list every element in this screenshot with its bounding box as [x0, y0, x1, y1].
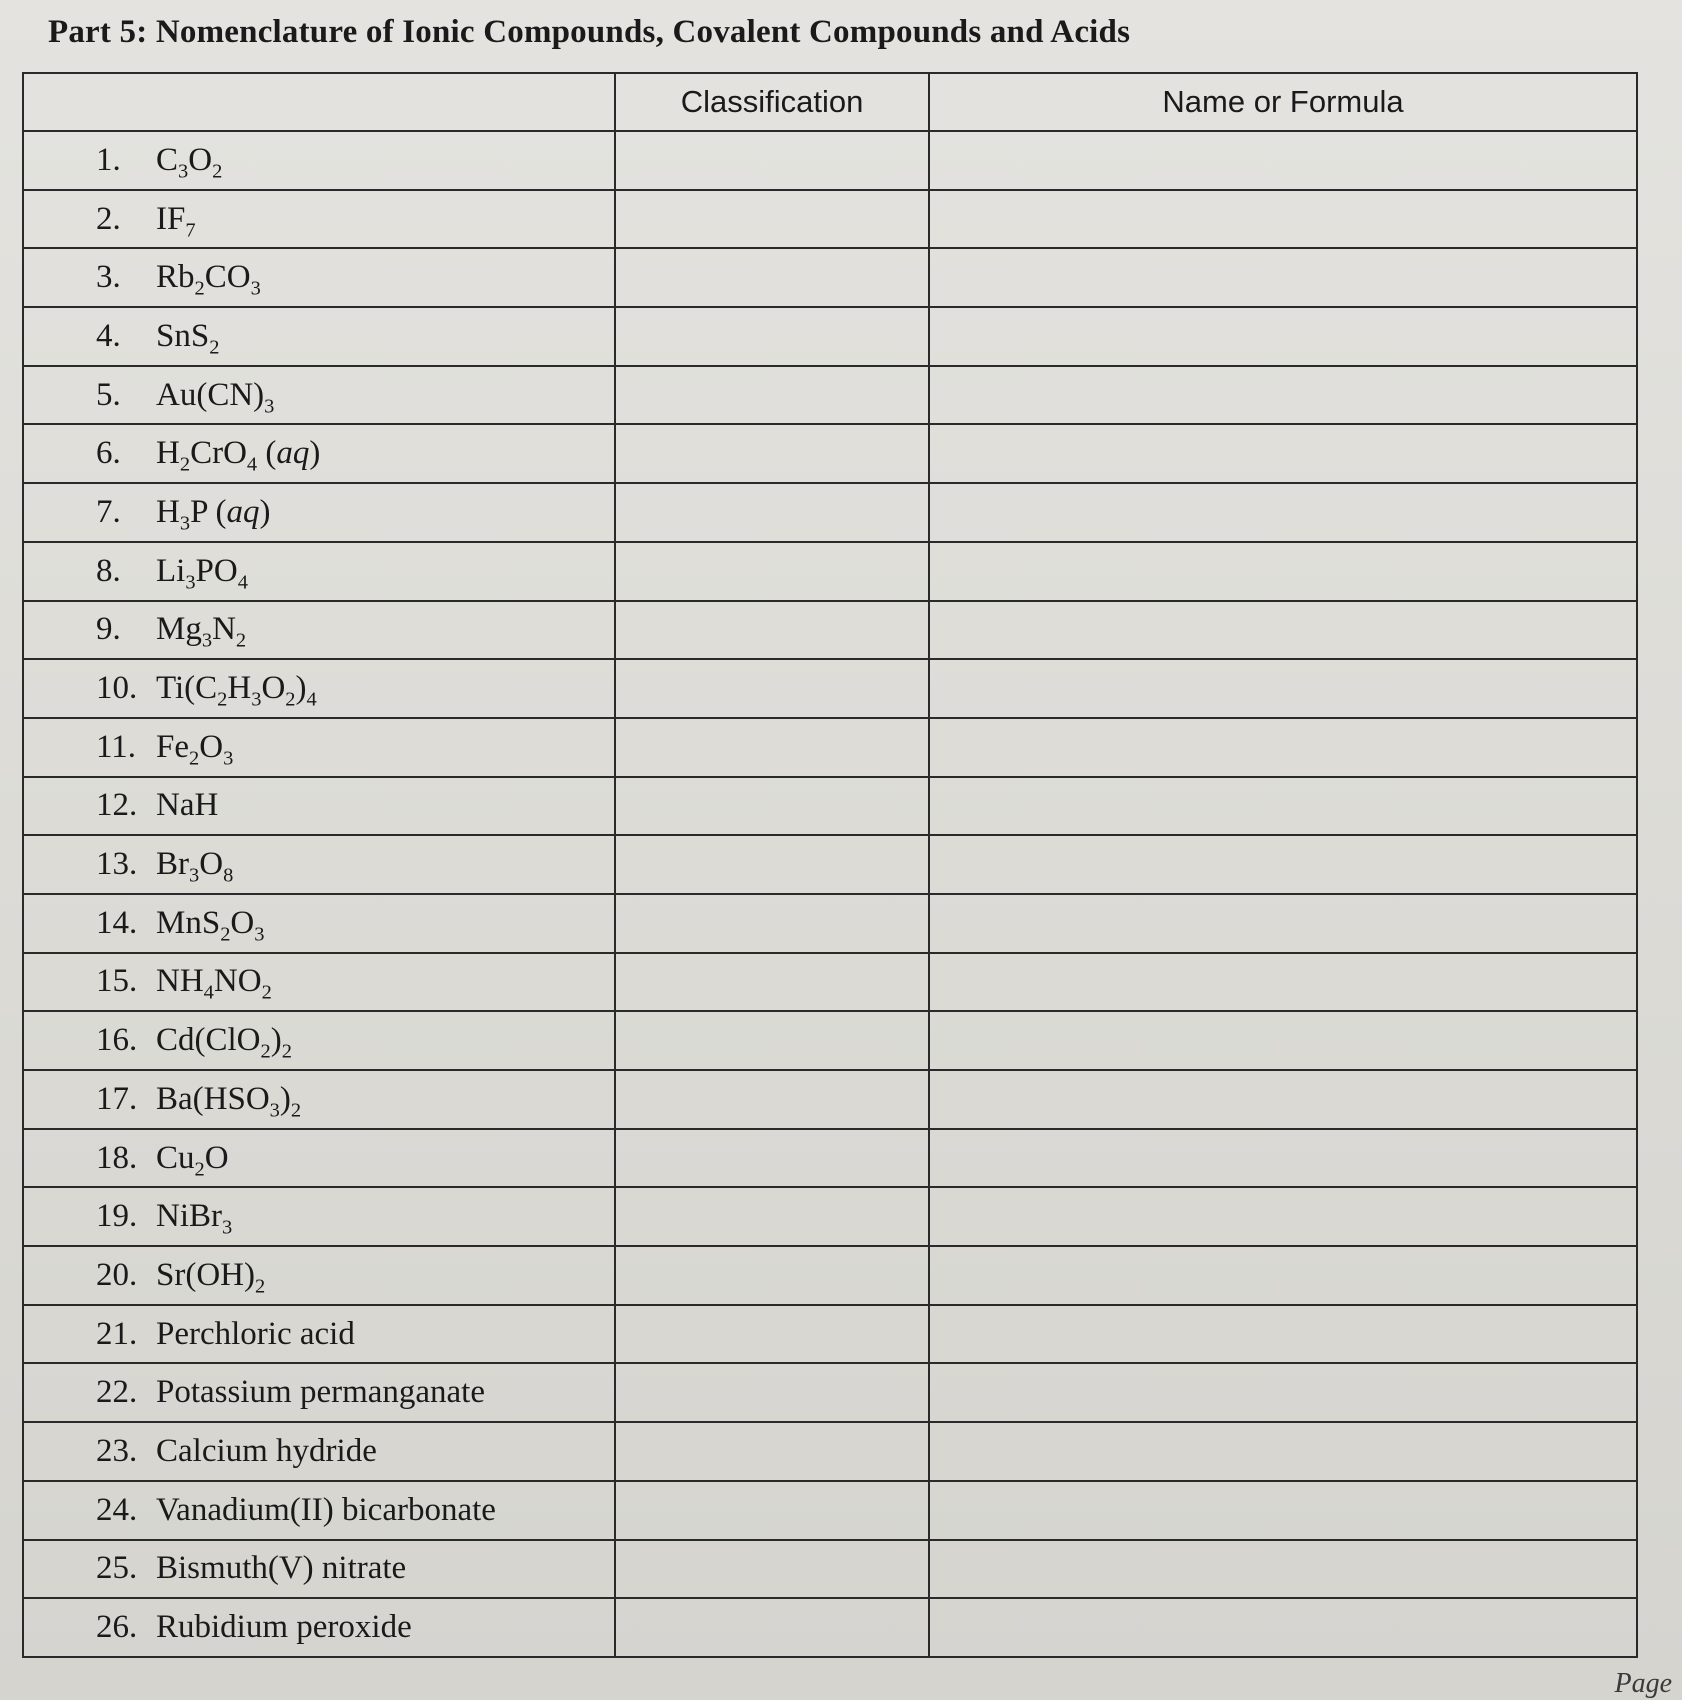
compound-label: SnS$_2$ — [156, 317, 220, 359]
table-row — [23, 1305, 1637, 1364]
compound-label: $Ba(HSO_3)_2$ — [156, 1080, 302, 1122]
item-number: 22. — [96, 1374, 138, 1411]
item-number: 7. — [96, 493, 121, 530]
item-cell — [23, 190, 615, 249]
table-row — [23, 659, 1637, 718]
item-number: 11. — [96, 728, 137, 765]
item-number: 20. — [96, 1256, 138, 1293]
table-row — [23, 835, 1637, 894]
item-number: 25. — [96, 1550, 138, 1587]
compound-label: $Cd(ClO_2)_2$ — [156, 1022, 292, 1063]
table-row — [23, 1011, 1637, 1070]
compound-label: $NH_4NO_2$ — [156, 963, 272, 1005]
item-number: 24. — [96, 1491, 138, 1528]
name-or-formula-answer-cell[interactable] — [929, 659, 1637, 718]
classification-answer-cell[interactable] — [615, 1070, 929, 1129]
table-row — [23, 483, 1637, 542]
item-number: 17. — [96, 1080, 138, 1117]
item-cell — [23, 1129, 615, 1188]
name-or-formula-answer-cell[interactable] — [929, 1070, 1637, 1129]
table-row — [23, 1070, 1637, 1129]
item-cell — [23, 1070, 615, 1129]
item-cell — [23, 483, 615, 542]
classification-answer-cell[interactable] — [615, 601, 929, 660]
compound-label: $Li_3PO_4$ — [156, 552, 248, 594]
worksheet-title: Part 5: Nomenclature of Ionic Compounds, Covalent Compounds and Acids — [48, 14, 1131, 50]
classification-answer-cell[interactable] — [615, 1481, 929, 1540]
name-or-formula-answer-cell[interactable] — [929, 1187, 1637, 1246]
classification-answer-cell[interactable] — [615, 1540, 929, 1599]
item-number: 19. — [96, 1198, 138, 1235]
item-number: 12. — [96, 787, 138, 824]
item-cell — [23, 424, 615, 483]
classification-answer-cell[interactable] — [615, 1422, 929, 1481]
table-row — [23, 1422, 1637, 1481]
name-or-formula-answer-cell[interactable] — [929, 542, 1637, 601]
item-number: 3. — [96, 259, 121, 296]
item-number: 15. — [96, 963, 138, 1000]
name-or-formula-answer-cell[interactable] — [929, 248, 1637, 307]
compound-label: $Cu_2O$ — [156, 1139, 229, 1181]
name-or-formula-answer-cell[interactable] — [929, 1422, 1637, 1481]
classification-answer-cell[interactable] — [615, 777, 929, 836]
item-cell — [23, 835, 615, 894]
classification-column-header: Classification — [615, 73, 929, 131]
classification-answer-cell[interactable] — [615, 424, 929, 483]
item-cell — [23, 1598, 615, 1657]
classification-answer-cell[interactable] — [615, 366, 929, 425]
name-or-formula-answer-cell[interactable] — [929, 1481, 1637, 1540]
compound-label: $Au(CN)_3$ — [156, 376, 275, 418]
item-cell — [23, 307, 615, 366]
item-cell — [23, 248, 615, 307]
compound-label: $Br_3O_8$ — [156, 846, 234, 887]
classification-answer-cell[interactable] — [615, 190, 929, 249]
item-cell — [23, 953, 615, 1012]
name-or-formula-answer-cell[interactable] — [929, 1129, 1637, 1188]
item-number: 14. — [96, 904, 138, 941]
item-number: 1. — [96, 141, 121, 178]
table-row — [23, 1246, 1637, 1305]
name-or-formula-answer-cell[interactable] — [929, 894, 1637, 953]
nomenclature-table — [22, 72, 1638, 1658]
name-or-formula-answer-cell[interactable] — [929, 131, 1637, 190]
item-number: 9. — [96, 611, 121, 648]
classification-answer-cell[interactable] — [615, 1305, 929, 1364]
table-row — [23, 1598, 1637, 1657]
item-number: 6. — [96, 435, 121, 472]
item-number: 23. — [96, 1432, 138, 1469]
name-or-formula-answer-cell[interactable] — [929, 1011, 1637, 1070]
table-row — [23, 1540, 1637, 1599]
compound-label: Bismuth(V) nitrate — [156, 1550, 407, 1587]
compound-label: NiBr$_3$ — [156, 1198, 233, 1239]
item-column-header — [23, 73, 615, 131]
item-cell — [23, 1481, 615, 1540]
compound-label: $H_3P$ (aq) — [156, 493, 271, 535]
compound-label: Rubidium peroxide — [156, 1609, 412, 1646]
classification-answer-cell[interactable] — [615, 1598, 929, 1657]
name-or-formula-answer-cell[interactable] — [929, 835, 1637, 894]
item-cell — [23, 366, 615, 425]
name-or-formula-answer-cell[interactable] — [929, 777, 1637, 836]
classification-answer-cell[interactable] — [615, 542, 929, 601]
name-or-formula-answer-cell[interactable] — [929, 424, 1637, 483]
compound-label: $Mg_3N_2$ — [156, 611, 247, 652]
item-cell — [23, 659, 615, 718]
item-cell — [23, 601, 615, 660]
compound-label: $Fe_2O_3$ — [156, 728, 234, 770]
item-cell — [23, 1363, 615, 1422]
classification-answer-cell[interactable] — [615, 1246, 929, 1305]
compound-label: Perchloric acid — [156, 1315, 355, 1352]
name-or-formula-column-header: Name or Formula — [929, 73, 1637, 131]
table-row — [23, 248, 1637, 307]
item-number: 2. — [96, 200, 121, 237]
classification-answer-cell[interactable] — [615, 1011, 929, 1070]
compound-label: $Rb_2CO_3$ — [156, 259, 261, 300]
table-row — [23, 131, 1637, 190]
classification-answer-cell[interactable] — [615, 1187, 929, 1246]
page-label: Page — [1614, 1668, 1672, 1699]
compound-label: Potassium permanganate — [156, 1374, 486, 1411]
item-number: 18. — [96, 1139, 138, 1176]
name-or-formula-answer-cell[interactable] — [929, 718, 1637, 777]
classification-answer-cell[interactable] — [615, 835, 929, 894]
item-cell — [23, 131, 615, 190]
name-or-formula-answer-cell[interactable] — [929, 190, 1637, 249]
table-row — [23, 953, 1637, 1012]
compound-label: Vanadium(II) bicarbonate — [156, 1491, 496, 1528]
classification-answer-cell[interactable] — [615, 953, 929, 1012]
classification-answer-cell[interactable] — [615, 894, 929, 953]
table-row — [23, 366, 1637, 425]
name-or-formula-answer-cell[interactable] — [929, 366, 1637, 425]
item-cell — [23, 1246, 615, 1305]
name-or-formula-answer-cell[interactable] — [929, 1598, 1637, 1657]
table-row — [23, 542, 1637, 601]
item-cell — [23, 718, 615, 777]
name-or-formula-answer-cell[interactable] — [929, 1246, 1637, 1305]
name-or-formula-answer-cell[interactable] — [929, 601, 1637, 660]
compound-label: $Sr(OH)_2$ — [156, 1256, 266, 1298]
item-cell — [23, 542, 615, 601]
compound-label: $IF_7$ — [156, 200, 196, 242]
table-row — [23, 307, 1637, 366]
item-number: 26. — [96, 1609, 138, 1646]
compound-label: $Ti(C_2H_3O_2)_4$ — [156, 670, 317, 711]
table-row — [23, 601, 1637, 660]
compound-label: $C_3O_2$ — [156, 141, 223, 183]
classification-answer-cell[interactable] — [615, 131, 929, 190]
item-number: 8. — [96, 552, 121, 589]
table-row — [23, 1363, 1637, 1422]
table-row — [23, 190, 1637, 249]
compound-label: $MnS_2O_3$ — [156, 904, 265, 946]
table-row — [23, 1481, 1637, 1540]
item-cell — [23, 1011, 615, 1070]
item-number: 16. — [96, 1022, 138, 1059]
classification-answer-cell[interactable] — [615, 307, 929, 366]
classification-answer-cell[interactable] — [615, 248, 929, 307]
table-row — [23, 424, 1637, 483]
item-cell — [23, 1187, 615, 1246]
name-or-formula-answer-cell[interactable] — [929, 483, 1637, 542]
name-or-formula-answer-cell[interactable] — [929, 307, 1637, 366]
item-cell — [23, 777, 615, 836]
name-or-formula-answer-cell[interactable] — [929, 1363, 1637, 1422]
table-row — [23, 1187, 1637, 1246]
name-or-formula-answer-cell[interactable] — [929, 953, 1637, 1012]
classification-answer-cell[interactable] — [615, 1129, 929, 1188]
table-row — [23, 777, 1637, 836]
classification-answer-cell[interactable] — [615, 659, 929, 718]
item-number: 21. — [96, 1315, 138, 1352]
table-body — [23, 131, 1637, 1657]
name-or-formula-answer-cell[interactable] — [929, 1540, 1637, 1599]
item-cell — [23, 1422, 615, 1481]
item-number: 13. — [96, 846, 138, 883]
table-row — [23, 894, 1637, 953]
classification-answer-cell[interactable] — [615, 1363, 929, 1422]
compound-label: Calcium hydride — [156, 1432, 377, 1469]
item-cell — [23, 894, 615, 953]
table-row — [23, 1129, 1637, 1188]
table-header-row — [23, 73, 1637, 131]
item-cell — [23, 1305, 615, 1364]
classification-answer-cell[interactable] — [615, 483, 929, 542]
item-number: 5. — [96, 376, 121, 413]
item-number: 4. — [96, 317, 121, 354]
item-number: 10. — [96, 670, 138, 707]
table-row — [23, 718, 1637, 777]
classification-answer-cell[interactable] — [615, 718, 929, 777]
compound-label: NaH — [156, 787, 219, 824]
name-or-formula-answer-cell[interactable] — [929, 1305, 1637, 1364]
compound-label: $H_2CrO_4$ (aq) — [156, 435, 321, 476]
item-cell — [23, 1540, 615, 1599]
